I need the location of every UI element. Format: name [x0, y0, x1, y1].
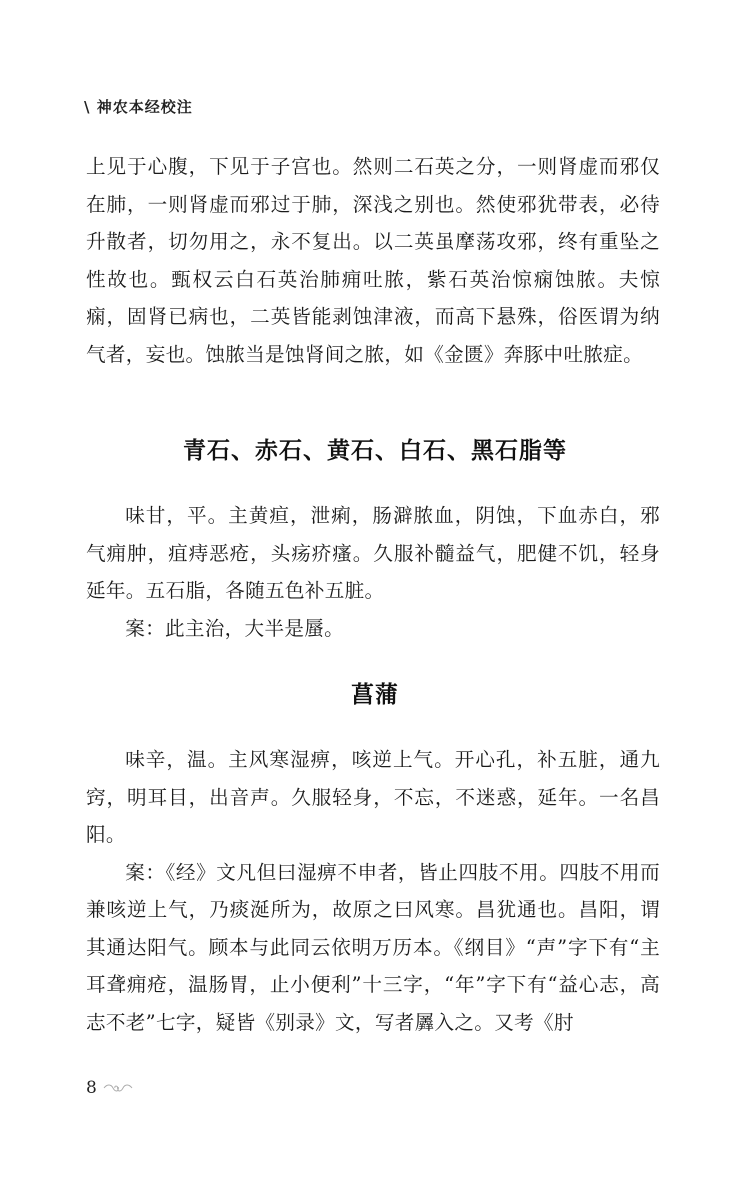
section1-paragraph-note: 案：此主治，大半是蜃。 [125, 616, 345, 640]
section2-body [86, 741, 660, 1041]
intro-block [86, 148, 660, 373]
page-footer [86, 1078, 133, 1098]
section2-paragraph-text: 味辛，温。主风寒湿痹，咳逆上气。开心孔，补五脏，通九窍，明耳目，出音声。久服轻身，不忘，不迷惑，延年。一名昌阳。 [86, 748, 660, 846]
section1-body [86, 497, 660, 647]
running-header: \ 神农本经校注 [84, 98, 193, 116]
section-title-calamus: 菖蒲 [351, 682, 399, 708]
section2-paragraph-note: 案：《经》文凡但曰湿痹不申者，皆止四肢不用。四肢不用而兼咳逆上气，乃痰涎所为，故原之曰风寒。昌犹通也。昌阳，谓其通达阳气。顾本与此同云依明万历本。《纲目》“声”字下有“主耳聋痈疮，温肠胃，止小便利”十三字，“年”字下有“益心志，高志不老”七字，疑皆《别录》文，写者羼入之。又考《肘 [86, 860, 660, 1034]
ornament-icon [103, 1083, 133, 1093]
section-title-stone-fats: 青石、赤石、黄石、白石、黑石脂等 [183, 438, 567, 464]
intro-paragraph: 上见于心腹，下见于子宫也。然则二石英之分，一则肾虚而邪仅在肺，一则肾虚而邪过于肺，深浅之别也。然使邪犹带表，必待升散者，切勿用之，永不复出。以二英虽摩荡攻邪，终有重坠之性故也。甄权云白石英治肺痈吐脓，紫石英治惊痫蚀脓。夫惊痫，固肾已病也，二英皆能剥蚀津液，而高下悬殊，俗医谓为纳气者，妄也。蚀脓当是蚀肾间之脓，如《金匮》奔豚中吐脓症。 [86, 155, 660, 366]
page-number: 8 [86, 1078, 97, 1098]
section1-paragraph-text: 味甘，平。主黄疸，泄痢，肠澼脓血，阴蚀，下血赤白，邪气痈肿，疽痔恶疮，头疡疥瘙。久服补髓益气，肥健不饥，轻身延年。五石脂，各随五色补五脏。 [86, 504, 660, 602]
